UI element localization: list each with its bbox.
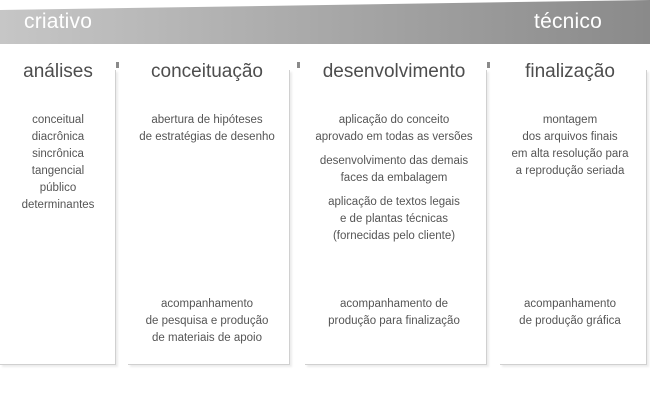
body-line: aplicação do conceito [338,114,450,126]
column-title: análises [23,61,93,82]
body-line: aprovado em todas as versões [315,131,473,143]
footer-line: acompanhamento [523,298,617,310]
footer-line: de pesquisa e produção [145,315,269,327]
body-line: sincrônica [32,148,84,160]
column-bracket [128,70,290,365]
column-title: finalização [525,61,615,82]
footer-line: produção para finalização [328,315,460,327]
body-line: e de plantas técnicas [339,213,449,225]
body-line: abertura de hipóteses [151,114,263,126]
footer-line: acompanhamento de [339,298,449,310]
body-line: a reprodução seriada [515,165,625,177]
body-line: determinantes [21,199,95,211]
separator-tick [297,62,300,68]
column-title: conceituação [151,61,263,82]
footer-line: acompanhamento [160,298,254,310]
column-bracket [0,70,116,365]
gradient-banner [0,0,650,44]
column-title: desenvolvimento [322,61,466,82]
body-line: tangencial [31,165,85,177]
body-line: desenvolvimento das demais [319,155,469,167]
banner-label-criativo: criativo [24,10,93,33]
body-line: aplicação de textos legais [328,196,460,208]
body-line: diacrônica [31,131,85,143]
footer-line: de materiais de apoio [152,332,262,344]
separator-tick [487,62,490,68]
separator-tick [116,62,119,68]
footer-line: de produção gráfica [519,315,621,327]
body-line: público [39,182,77,194]
body-line: (fornecidas pelo cliente) [332,230,456,242]
body-line: montagem [542,114,598,126]
body-line: faces da embalagem [340,172,448,184]
column-bracket [500,70,647,365]
column-bracket [305,70,487,365]
body-line: em alta resolução para [511,148,629,160]
body-line: de estratégias de desenho [139,131,275,143]
body-line: conceitual [32,114,84,126]
body-line: dos arquivos finais [522,131,618,143]
banner-label-tecnico: técnico [534,10,602,33]
